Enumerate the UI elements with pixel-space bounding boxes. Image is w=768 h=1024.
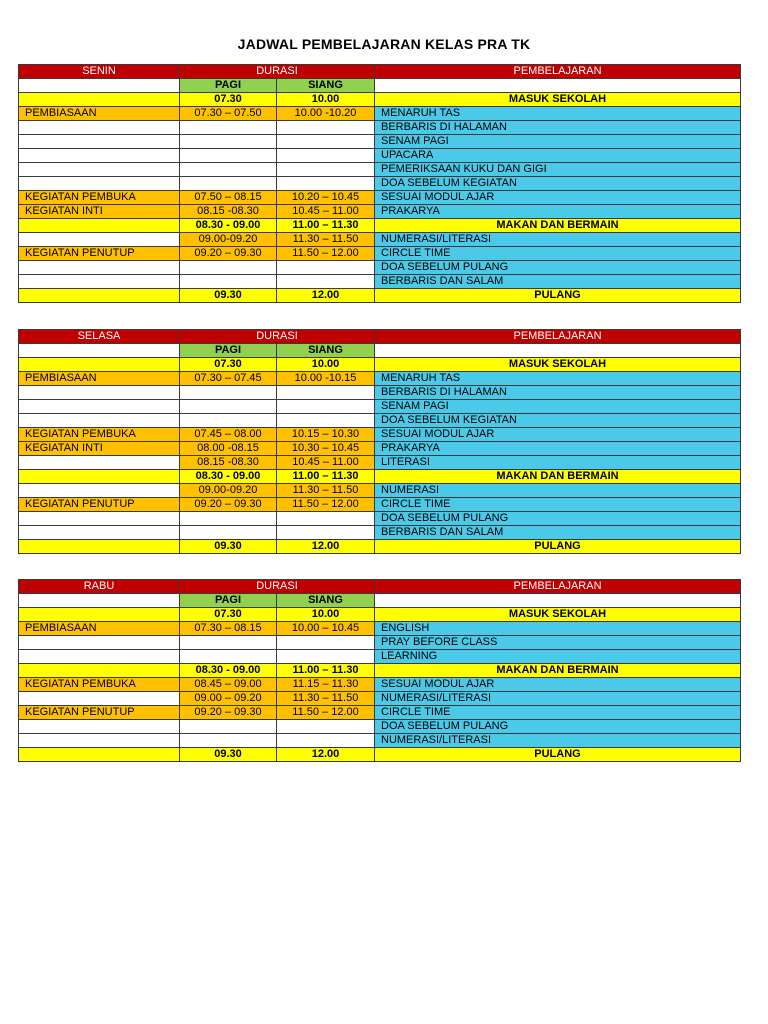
siang-time-cell	[277, 650, 375, 664]
siang-header: SIANG	[277, 344, 375, 358]
pagi-time-cell	[180, 121, 277, 135]
table-row	[19, 622, 741, 636]
day-header: SELASA	[19, 330, 180, 344]
pagi-time-cell: 08.45 – 09.00	[180, 678, 277, 692]
category-cell: KEGIATAN PENUTUP	[19, 498, 180, 512]
siang-time-cell: 11.00 – 11.30	[277, 470, 375, 484]
activity-cell: PEMERIKSAAN KUKU DAN GIGI	[375, 163, 741, 177]
table-header-row	[19, 65, 741, 79]
pembelajaran-header: PEMBELAJARAN	[375, 65, 741, 79]
category-cell	[19, 526, 180, 540]
pagi-time-cell	[180, 261, 277, 275]
activity-cell: NUMERASI	[375, 484, 741, 498]
category-cell	[19, 636, 180, 650]
pagi-time-cell	[180, 135, 277, 149]
siang-time-cell: 10.00 – 10.45	[277, 622, 375, 636]
siang-time-cell: 12.00	[277, 540, 375, 554]
table-row	[19, 456, 741, 470]
pagi-time-cell: 07.30 – 07.45	[180, 372, 277, 386]
category-cell: KEGIATAN PEMBUKA	[19, 191, 180, 205]
table-row	[19, 135, 741, 149]
category-cell: PEMBIASAAN	[19, 107, 180, 121]
pagi-time-cell	[180, 414, 277, 428]
category-cell	[19, 275, 180, 289]
pagi-time-cell: 07.30	[180, 608, 277, 622]
category-cell	[19, 734, 180, 748]
category-cell: KEGIATAN PENUTUP	[19, 247, 180, 261]
durasi-header: DURASI	[180, 580, 375, 594]
table-row	[19, 261, 741, 275]
category-cell	[19, 608, 180, 622]
siang-time-cell	[277, 121, 375, 135]
table-row	[19, 163, 741, 177]
table-row	[19, 386, 741, 400]
activity-cell: PRAY BEFORE CLASS	[375, 636, 741, 650]
activity-cell: MAKAN DAN BERMAIN	[375, 219, 741, 233]
table-row	[19, 636, 741, 650]
activity-cell: UPACARA	[375, 149, 741, 163]
pagi-time-cell	[180, 636, 277, 650]
category-cell	[19, 219, 180, 233]
activity-cell: NUMERASI/LITERASI	[375, 233, 741, 247]
activity-cell: DOA SEBELUM KEGIATAN	[375, 414, 741, 428]
table-row	[19, 512, 741, 526]
siang-time-cell: 10.45 – 11.00	[277, 205, 375, 219]
table-row	[19, 177, 741, 191]
category-cell	[19, 149, 180, 163]
table-row	[19, 233, 741, 247]
activity-cell: MAKAN DAN BERMAIN	[375, 470, 741, 484]
activity-cell: SENAM PAGI	[375, 135, 741, 149]
table-row	[19, 664, 741, 678]
category-cell: KEGIATAN INTI	[19, 442, 180, 456]
pagi-time-cell	[180, 734, 277, 748]
category-cell	[19, 289, 180, 303]
category-cell	[19, 748, 180, 762]
activity-cell: DOA SEBELUM PULANG	[375, 261, 741, 275]
table-row	[19, 526, 741, 540]
table-row	[19, 498, 741, 512]
pagi-header: PAGI	[180, 594, 277, 608]
activity-cell: MENARUH TAS	[375, 372, 741, 386]
pagi-time-cell	[180, 720, 277, 734]
pagi-time-cell	[180, 386, 277, 400]
pagi-time-cell: 09.20 – 09.30	[180, 247, 277, 261]
category-cell	[19, 650, 180, 664]
category-cell	[19, 456, 180, 470]
siang-time-cell: 11.30 – 11.50	[277, 233, 375, 247]
activity-cell: DOA SEBELUM KEGIATAN	[375, 177, 741, 191]
empty-cell	[19, 79, 180, 93]
activity-cell: SENAM PAGI	[375, 400, 741, 414]
siang-time-cell	[277, 414, 375, 428]
table-row	[19, 205, 741, 219]
table-row	[19, 734, 741, 748]
table-row	[19, 650, 741, 664]
pagi-time-cell: 07.50 – 08.15	[180, 191, 277, 205]
table-header-row	[19, 580, 741, 594]
category-cell	[19, 358, 180, 372]
category-cell: KEGIATAN INTI	[19, 205, 180, 219]
category-cell	[19, 233, 180, 247]
table-row	[19, 608, 741, 622]
pagi-time-cell: 09.00-09.20	[180, 233, 277, 247]
siang-time-cell	[277, 163, 375, 177]
table-row	[19, 748, 741, 762]
activity-cell: SESUAI MODUL AJAR	[375, 428, 741, 442]
schedule-table-selasa	[18, 329, 741, 554]
empty-cell	[375, 344, 741, 358]
pagi-time-cell: 08.15 -08.30	[180, 205, 277, 219]
table-row	[19, 692, 741, 706]
activity-cell: CIRCLE TIME	[375, 247, 741, 261]
activity-cell: DOA SEBELUM PULANG	[375, 512, 741, 526]
siang-time-cell	[277, 636, 375, 650]
activity-cell: NUMERASI/LITERASI	[375, 692, 741, 706]
pagi-time-cell: 09.20 – 09.30	[180, 706, 277, 720]
pagi-time-cell: 09.30	[180, 289, 277, 303]
table-row	[19, 720, 741, 734]
siang-time-cell: 10.00 -10.20	[277, 107, 375, 121]
category-cell	[19, 664, 180, 678]
durasi-header: DURASI	[180, 330, 375, 344]
siang-time-cell: 10.30 – 10.45	[277, 442, 375, 456]
pagi-time-cell: 08.30 - 09.00	[180, 470, 277, 484]
page-title: JADWAL PEMBELAJARAN KELAS PRA TK	[237, 36, 531, 52]
table-header-row	[19, 330, 741, 344]
activity-cell: PRAKARYA	[375, 205, 741, 219]
activity-cell: LEARNING	[375, 650, 741, 664]
table-row	[19, 400, 741, 414]
pagi-time-cell: 09.00 – 09.20	[180, 692, 277, 706]
siang-time-cell: 11.00 – 11.30	[277, 664, 375, 678]
siang-time-cell	[277, 734, 375, 748]
activity-cell: PRAKARYA	[375, 442, 741, 456]
table-row	[19, 442, 741, 456]
session-header-row	[19, 79, 741, 93]
pagi-time-cell	[180, 526, 277, 540]
table-row	[19, 706, 741, 720]
siang-time-cell: 11.30 – 11.50	[277, 484, 375, 498]
pagi-time-cell: 08.30 - 09.00	[180, 664, 277, 678]
category-cell	[19, 470, 180, 484]
category-cell	[19, 177, 180, 191]
activity-cell: ENGLISH	[375, 622, 741, 636]
pagi-time-cell	[180, 650, 277, 664]
siang-header: SIANG	[277, 594, 375, 608]
pagi-time-cell: 08.30 - 09.00	[180, 219, 277, 233]
table-row	[19, 247, 741, 261]
pagi-time-cell: 09.20 – 09.30	[180, 498, 277, 512]
siang-time-cell: 11.00 – 11.30	[277, 219, 375, 233]
table-row	[19, 372, 741, 386]
pagi-time-cell: 07.30 – 07.50	[180, 107, 277, 121]
category-cell	[19, 163, 180, 177]
activity-cell: PULANG	[375, 748, 741, 762]
table-row	[19, 414, 741, 428]
schedule-table-senin	[18, 64, 741, 303]
activity-cell: DOA SEBELUM PULANG	[375, 720, 741, 734]
siang-time-cell	[277, 177, 375, 191]
siang-time-cell	[277, 526, 375, 540]
session-header-row	[19, 344, 741, 358]
siang-time-cell: 10.20 – 10.45	[277, 191, 375, 205]
empty-cell	[19, 344, 180, 358]
category-cell: PEMBIASAAN	[19, 622, 180, 636]
pagi-time-cell: 07.30	[180, 93, 277, 107]
pagi-time-cell: 07.45 – 08.00	[180, 428, 277, 442]
pagi-time-cell	[180, 163, 277, 177]
empty-cell	[19, 594, 180, 608]
pagi-time-cell	[180, 177, 277, 191]
day-header: SENIN	[19, 65, 180, 79]
activity-cell: CIRCLE TIME	[375, 706, 741, 720]
activity-cell: PULANG	[375, 540, 741, 554]
siang-time-cell: 11.50 – 12.00	[277, 498, 375, 512]
table-row	[19, 121, 741, 135]
siang-time-cell: 11.15 – 11.30	[277, 678, 375, 692]
activity-cell: NUMERASI/LITERASI	[375, 734, 741, 748]
category-cell	[19, 400, 180, 414]
table-row	[19, 540, 741, 554]
durasi-header: DURASI	[180, 65, 375, 79]
table-row	[19, 289, 741, 303]
activity-cell: CIRCLE TIME	[375, 498, 741, 512]
schedule-table-rabu	[18, 579, 741, 762]
siang-time-cell: 10.15 – 10.30	[277, 428, 375, 442]
table-row	[19, 149, 741, 163]
activity-cell: PULANG	[375, 289, 741, 303]
category-cell	[19, 720, 180, 734]
siang-time-cell: 11.50 – 12.00	[277, 706, 375, 720]
category-cell	[19, 484, 180, 498]
siang-time-cell: 10.00 -10.15	[277, 372, 375, 386]
table-row	[19, 358, 741, 372]
table-row	[19, 275, 741, 289]
siang-time-cell: 11.30 – 11.50	[277, 692, 375, 706]
pagi-time-cell: 09.30	[180, 540, 277, 554]
activity-cell: MASUK SEKOLAH	[375, 93, 741, 107]
activity-cell: MASUK SEKOLAH	[375, 608, 741, 622]
table-row	[19, 428, 741, 442]
category-cell: KEGIATAN PEMBUKA	[19, 428, 180, 442]
activity-cell: MAKAN DAN BERMAIN	[375, 664, 741, 678]
siang-time-cell	[277, 512, 375, 526]
category-cell: PEMBIASAAN	[19, 372, 180, 386]
table-row	[19, 107, 741, 121]
category-cell	[19, 135, 180, 149]
day-header: RABU	[19, 580, 180, 594]
pagi-time-cell	[180, 275, 277, 289]
siang-time-cell	[277, 720, 375, 734]
empty-cell	[375, 79, 741, 93]
category-cell	[19, 93, 180, 107]
siang-header: SIANG	[277, 79, 375, 93]
category-cell	[19, 261, 180, 275]
siang-time-cell: 10.00	[277, 608, 375, 622]
empty-cell	[375, 594, 741, 608]
category-cell	[19, 121, 180, 135]
category-cell	[19, 414, 180, 428]
siang-time-cell	[277, 275, 375, 289]
pagi-header: PAGI	[180, 79, 277, 93]
pagi-time-cell: 07.30	[180, 358, 277, 372]
category-cell	[19, 540, 180, 554]
activity-cell: MASUK SEKOLAH	[375, 358, 741, 372]
activity-cell: SESUAI MODUL AJAR	[375, 678, 741, 692]
siang-time-cell: 10.00	[277, 93, 375, 107]
pagi-time-cell: 09.00-09.20	[180, 484, 277, 498]
pagi-time-cell: 07.30 – 08.15	[180, 622, 277, 636]
pembelajaran-header: PEMBELAJARAN	[375, 580, 741, 594]
category-cell: KEGIATAN PENUTUP	[19, 706, 180, 720]
pagi-time-cell	[180, 149, 277, 163]
activity-cell: LITERASI	[375, 456, 741, 470]
pagi-time-cell: 08.00 -08.15	[180, 442, 277, 456]
table-row	[19, 470, 741, 484]
pagi-time-cell: 09.30	[180, 748, 277, 762]
table-row	[19, 484, 741, 498]
siang-time-cell	[277, 149, 375, 163]
pagi-time-cell: 08.15 -08.30	[180, 456, 277, 470]
pagi-time-cell	[180, 400, 277, 414]
activity-cell: SESUAI MODUL AJAR	[375, 191, 741, 205]
category-cell	[19, 386, 180, 400]
table-row	[19, 191, 741, 205]
siang-time-cell: 11.50 – 12.00	[277, 247, 375, 261]
pagi-time-cell	[180, 512, 277, 526]
siang-time-cell: 12.00	[277, 748, 375, 762]
activity-cell: BERBARIS DI HALAMAN	[375, 121, 741, 135]
session-header-row	[19, 594, 741, 608]
table-row	[19, 219, 741, 233]
activity-cell: BERBARIS DAN SALAM	[375, 526, 741, 540]
siang-time-cell: 12.00	[277, 289, 375, 303]
pembelajaran-header: PEMBELAJARAN	[375, 330, 741, 344]
siang-time-cell	[277, 135, 375, 149]
category-cell: KEGIATAN PEMBUKA	[19, 678, 180, 692]
pagi-header: PAGI	[180, 344, 277, 358]
table-row	[19, 678, 741, 692]
activity-cell: BERBARIS DI HALAMAN	[375, 386, 741, 400]
siang-time-cell	[277, 400, 375, 414]
siang-time-cell: 10.00	[277, 358, 375, 372]
category-cell	[19, 512, 180, 526]
siang-time-cell	[277, 261, 375, 275]
category-cell	[19, 692, 180, 706]
siang-time-cell	[277, 386, 375, 400]
activity-cell: MENARUH TAS	[375, 107, 741, 121]
activity-cell: BERBARIS DAN SALAM	[375, 275, 741, 289]
table-row	[19, 93, 741, 107]
siang-time-cell: 10.45 – 11.00	[277, 456, 375, 470]
